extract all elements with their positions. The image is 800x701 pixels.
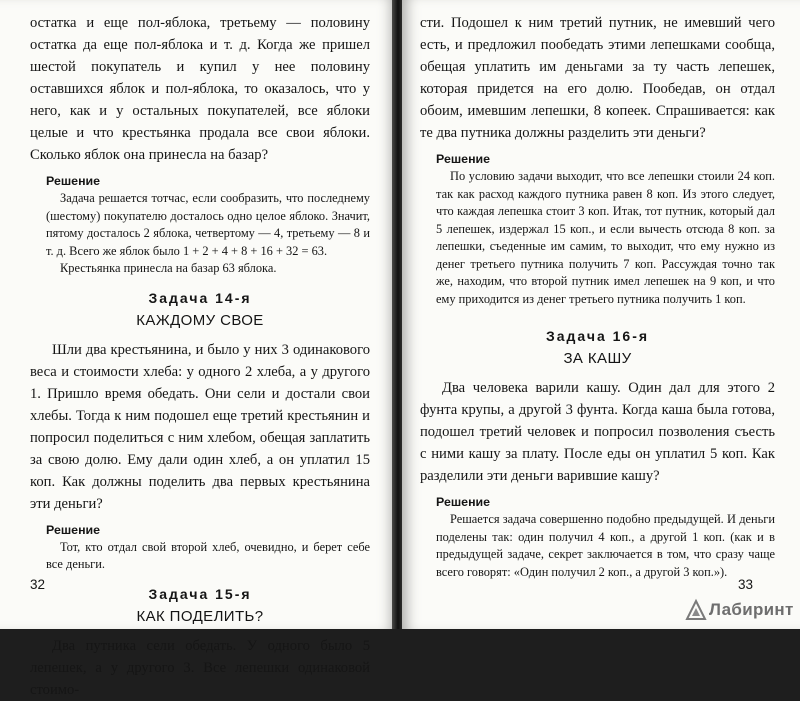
solution-14-title: Решение [46, 522, 101, 537]
solution-13-title: Решение [46, 174, 101, 188]
solution-16-text: Решается задача совершенно подобно предыдущей. И деньги поделены так: один получил 4 коп., а другой 1 коп. (как и в предыдущей задаче, секрет заключается в том, что сразу чаще всего говорят: «Один получил 2 коп., а другой 3 коп.»). [436, 512, 775, 579]
task-16-name: ЗА КАШУ [563, 350, 632, 367]
solution-14-text: Тот, кто отдал свой второй хлеб, очевидно, и берет себе все деньги. [46, 539, 370, 571]
page-number-right: 33 [738, 577, 754, 592]
task-14-text: Шли два крестьянина, и было у них 3 одинакового веса и стоимости хлеба: у одного 2 хлеба, а у другого 1. Пришло время обедать. Они сели и достали свои хлебы. Тогда к ним подошел еще третий крестьянин и попросил поделиться с ним хлебом, обещая заплатить за свою долю. Ему дали один хлеб, а он уплатил 15 коп. Как должны поделить два первых крестьянина эти деньги? [30, 341, 370, 512]
task-15-label: Задача 15-я [148, 585, 252, 602]
task-16-label: Задача 16-я [545, 328, 650, 344]
task-14-label: Задача 14-я [148, 289, 252, 306]
right-page [402, 0, 800, 629]
left-page [0, 0, 394, 698]
solution-16-title: Решение [436, 495, 491, 509]
labirint-watermark [685, 597, 795, 623]
solution-15-title: Решение [436, 152, 491, 166]
task-16-text: Два человека варили кашу. Один дал для этого 2 фунта крупы, а другой 3 фунта. Когда каша была готова, подошел третий человек и попросил позволения съесть с ними кашу за плату. После еды он уплатил 5 коп. Как разделили эти деньги варившие кашу? [420, 380, 775, 484]
left-text-column [30, 12, 370, 701]
task-14-name: КАЖДОМУ СВОЕ [136, 311, 264, 329]
solution-15-text: По условию задачи выходит, что все лепешки стоили 24 коп. так как расход каждого путника равен 8 коп. Из этого следует, что каждая лепешка стоит 3 коп. Итак, тот путник, который дал 5 лепешек, издержал 15 коп., и если вычесть отсюда 8 коп. за лепешки, съеденные им самим, то выходит, что ему нужно из денег третьего путника получить 7 коп. Рассуждая точно так же, находим, что второй путник имел лепешек на 9 коп, и что ему приходится из денег третьего путника получить 1 коп. [436, 169, 775, 306]
intro-paragraph: остатка и еще пол-яблока, третьему — половину остатка да еще пол-яблока и т. д. Когда же пришел шестой покупатель и купил у нее половину оставшихся яблок и пол-яблока, то оказалось, что у него, как и у остальных покупателей, все яблоки целые и что крестьянка продала все свои яблоки. Сколько яблок она принесла на базар? [30, 15, 370, 163]
solution-13-answer: Крестьянка принесла на базар 63 яблока. [60, 261, 277, 275]
watermark-text: Лабиринт [709, 600, 794, 619]
task-15-continued: сти. Подошел к ним третий путник, не имевший чего есть, и предложил пообедать этими лепешками сообща, обещая уплатить им деньгами за ту часть лепешек, которая придется на его долю. Пообедав, он отдал обоим, имевшим лепешки, 8 копеек. Спрашивается: как те два путника должны разделить эти деньги? [420, 15, 775, 141]
task-15-text: Два путника сели обедать. У одного было 5 лепешек, а у другого 3. Все лепешки одинаковой стоимо- [30, 637, 370, 698]
right-text-column [420, 12, 775, 581]
solution-13-text: Задача решается тотчас, если сообразить, что последнему (шестому) покупателю досталось одно целое яблоко. Значит, пятому досталось 2 яблока, четвертому — 4, третьему — 8 и т. д. Всего же яблок было 1 + 2 + 4 + 8 + 16 + 32 = 63. [46, 191, 370, 258]
labirint-logo-icon [685, 599, 707, 621]
page-number-left: 32 [30, 577, 46, 592]
task-15-name: КАК ПОДЕЛИТЬ? [136, 607, 264, 625]
